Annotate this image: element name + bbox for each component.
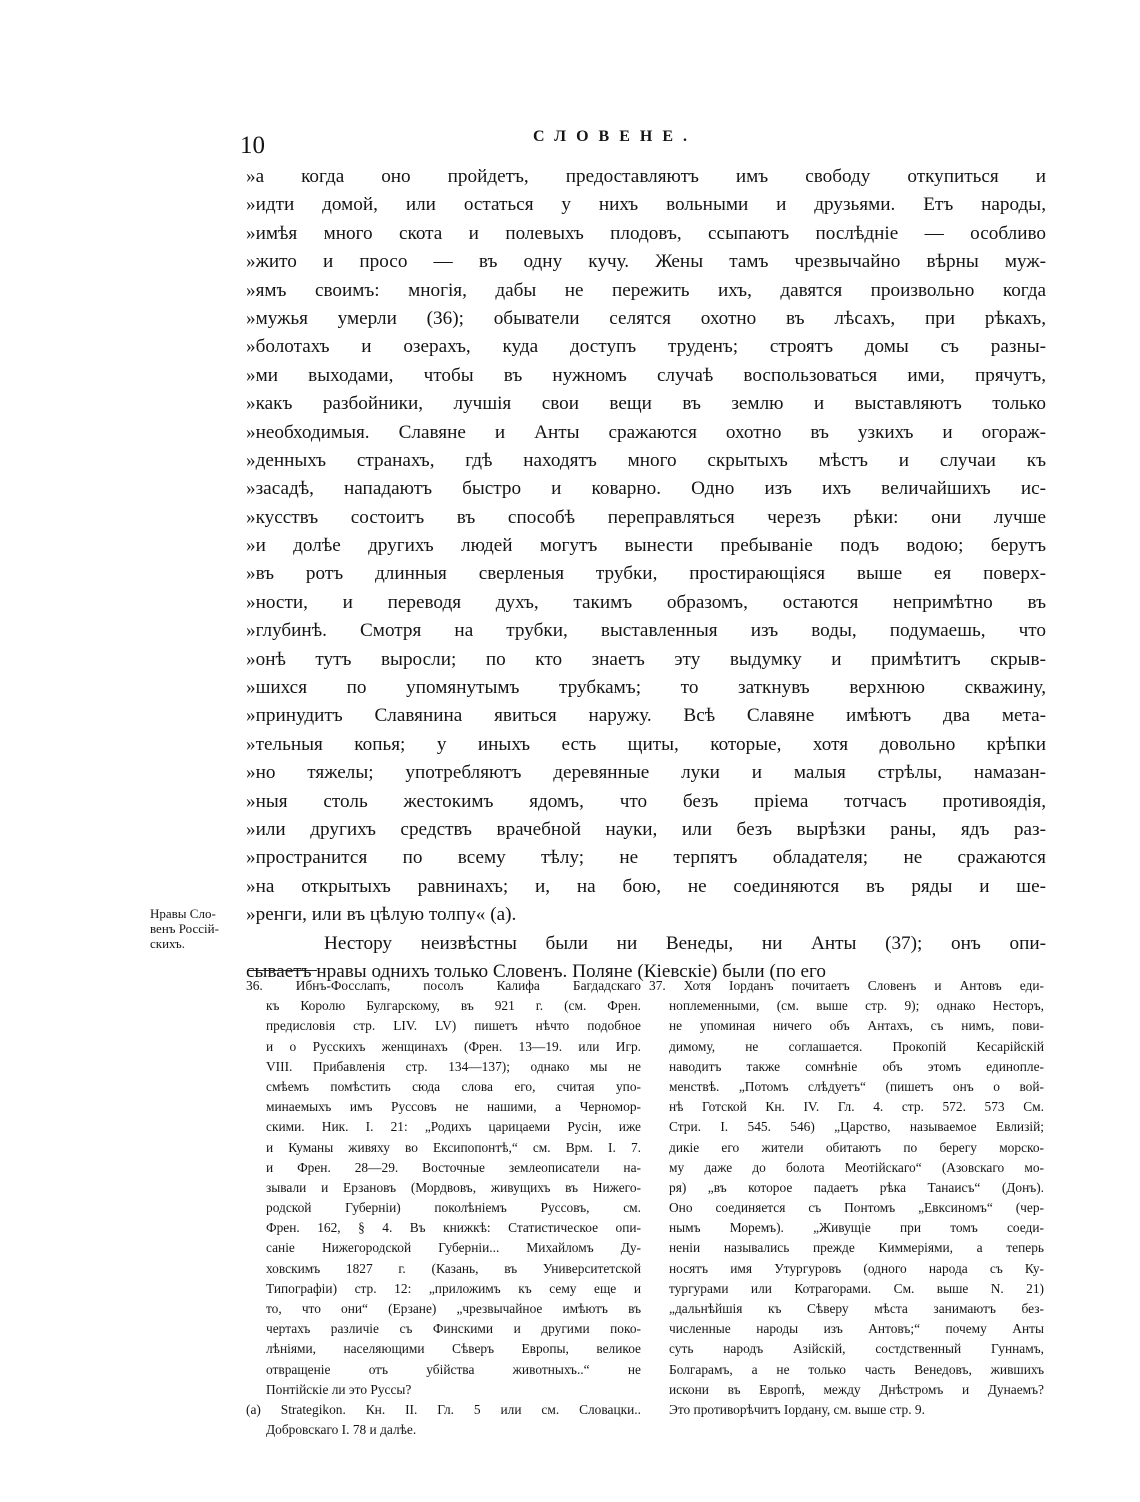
body-line: »мужья умерли (36); обыватели селятся охотно въ лѣсахъ, при рѣкахъ, — [246, 307, 1046, 329]
margin-note-line: венъ Россій- — [150, 921, 219, 936]
footnote-line: нѣ Готской Кн. IV. Гл. 4. стр. 572. 573 См. — [669, 1099, 1044, 1115]
footnote-line: Стри. I. 545. 546) „Царство, называемое Евлизій; — [669, 1119, 1044, 1135]
page-number: 10 — [240, 132, 265, 159]
footnote-line: Добровскаго I. 78 и далѣе. — [266, 1422, 417, 1438]
footnote-line: численные народы изъ Антовъ;“ почему Анты — [669, 1321, 1044, 1337]
body-line: »ми выходами, чтобы въ нужномъ случаѣ воспользоваться ими, прячутъ, — [246, 364, 1046, 386]
footnote-line: Френ. 162, § 4. Въ книжкѣ: Статистическое опи- — [266, 1220, 641, 1236]
footnote-line: то, что они“ (Ерзане) „чрезвычайное имѣютъ въ — [266, 1301, 641, 1316]
body-line: »ямъ своимъ: многія, дабы не пережить ихъ, давятся произвольно когда — [246, 279, 1046, 301]
footnote-line: и Френ. 28—29. Восточные землеописатели на- — [266, 1159, 641, 1175]
footnote-line: носятъ имя Утургуровъ (одного народа съ Ку- — [669, 1260, 1044, 1276]
footnote-line: скими. Ник. I. 21: „Родихъ царицаеми Русін, иже — [266, 1119, 641, 1135]
body-line: »болотахъ и озерахъ, куда доступъ труденъ; строятъ домы съ разны- — [246, 336, 1046, 358]
footnote-line: искони въ Европѣ, между Днѣстромъ и Дунаемъ? — [669, 1381, 1044, 1397]
body-line: »засадѣ, нападаютъ быстро и коварно. Одно изъ ихъ величайшихъ ис- — [246, 478, 1046, 500]
footnote-line: ноплеменными, (см. выше стр. 9); однако Несторъ, — [669, 998, 1044, 1014]
body-line: »а когда оно пройдетъ, предоставляютъ имъ свободу откупиться и — [246, 166, 1046, 187]
footnote-line: къ Королю Булгарскому, въ 921 г. (см. Френ. — [266, 998, 641, 1014]
margin-note-line: скихъ. — [150, 936, 186, 951]
footnote-line: Оно соединяется съ Понтомъ „Евксиномъ“ (чер- — [669, 1200, 1044, 1216]
footnote-line: минаемыхъ имъ Руссовъ не нашими, а Черномор- — [266, 1099, 641, 1115]
footnote-line: 36. Ибнъ-Фосслапъ, посолъ Калифа Багдадскаго — [246, 978, 641, 993]
footnote-line: неніи назывались прежде Киммеріями, а теперь — [669, 1240, 1044, 1256]
body-line: »принудитъ Славянина явиться наружу. Всѣ Славяне имѣютъ два мета- — [246, 705, 1046, 727]
footnote-line: ховскимъ 1827 г. (Казань, въ Университетской — [266, 1260, 641, 1276]
body-line: »и долѣе другихъ людей могутъ вынести пребываніе подъ водою; берутъ — [246, 535, 1046, 557]
body-line: »какъ разбойники, лучшія свои вещи въ землю и выставляютъ только — [246, 393, 1046, 415]
footnote-line: 37. Хотя Іорданъ почитаетъ Словенъ и Антовъ еди- — [649, 978, 1044, 993]
footnote-line: и Куманы живяху во Ексипопонтѣ,“ см. Врм. I. 7. — [266, 1139, 641, 1155]
body-line: »денныхъ странахъ, гдѣ находятъ много скрытыхъ мѣстъ и случаи къ — [246, 449, 1046, 471]
footnote-line: Типографіи) стр. 12: „приложимъ къ сему еще и — [266, 1280, 641, 1296]
body-line: »ныя столь жестокимъ ядомъ, что безъ пріема тотчасъ противоядія, — [246, 790, 1046, 812]
footnote-line: (a) Strategikon. Кн. II. Гл. 5 или см. Словацки.. — [246, 1401, 641, 1417]
margin-note-line: Нравы Сло- — [150, 906, 216, 921]
footnote-line: не упоминая ничего объ Антахъ, съ нимъ, пови- — [669, 1018, 1044, 1034]
footnote-line: Болгарамъ, а не только часть Венедовъ, жившихъ — [669, 1361, 1044, 1377]
running-title: СЛОВЕНЕ. — [533, 128, 697, 145]
body-line: »на открытыхъ равнинахъ; и, на бою, не соединяются въ ряды и ше- — [246, 875, 1046, 897]
body-line: »ренги, или въ цѣлую толпу« (a). — [246, 904, 517, 926]
footnote-line: ря) „въ которое падаетъ рѣка Танаисъ“ (Донъ). — [669, 1179, 1044, 1195]
footnote-line: суть народъ Азійскій, состдственный Гуннамъ, — [669, 1341, 1044, 1357]
body-line: »въ ротъ длинныя сверленыя трубки, простирающіяся выше ея поверх- — [246, 563, 1046, 585]
footnote-rule — [247, 970, 317, 971]
body-line: »пространится по всему тѣлу; не терпятъ обладателя; не сражаются — [246, 847, 1046, 869]
footnote-line: нымъ Моремъ). „Живущіе при томъ соеди- — [669, 1220, 1044, 1236]
footnote-line: наводитъ также сомнѣніе объ этомъ единопле- — [669, 1058, 1044, 1074]
body-line: сываетъ нравы однихъ только Словенъ. Поляне (Кіевскіе) были (по его — [246, 960, 827, 982]
main-text — [246, 163, 1046, 986]
footnote-line: Понтійскіе ли это Руссы? — [266, 1381, 412, 1397]
footnote-line: отвращеніе отъ убійства животныхъ..“ не — [266, 1361, 641, 1377]
body-line: »шихся по упомянутымъ трубкамъ; то заткнувъ верхнюю скважину, — [246, 677, 1046, 699]
footnote-line: родской Губерніи) поколѣніемъ Руссовъ, см. — [266, 1200, 641, 1216]
body-line: »онѣ тутъ выросли; по кто знаетъ эту выдумку и примѣтитъ скрыв- — [246, 648, 1046, 670]
body-line: »но тяжелы; употребляютъ деревянные луки и малыя стрѣлы, намазан- — [246, 762, 1046, 784]
footnote-line: „дальнѣйшія къ Сѣверу мѣста занимаютъ без- — [669, 1301, 1044, 1316]
footnote-line: зывали и Ерзановъ (Мордвовъ, живущихъ въ Нижего- — [266, 1179, 641, 1195]
footnote-line: му даже до болота Меотійскаго“ (Азовскаго мо- — [669, 1159, 1044, 1175]
body-line: »имѣя много скота и полевыхъ плодовъ, ссыпаютъ послѣдніе — особливо — [246, 222, 1046, 244]
footnote-line: тургурами или Котрагорами. См. выше N. 21) — [669, 1280, 1044, 1296]
body-line: »ности, и переводя духъ, такимъ образомъ, остаются непримѣтно въ — [246, 591, 1046, 613]
body-line: »или другихъ средствъ врачебной науки, или безъ вырѣзки раны, ядъ раз- — [246, 818, 1046, 840]
footnote-line: смѣемъ помѣстить сюда слова его, считая упо- — [266, 1078, 641, 1094]
body-line: »жито и просо — въ одну кучу. Жены тамъ чрезвычайно вѣрны муж- — [246, 251, 1046, 273]
body-line: »необходимыя. Славяне и Анты сражаются охотно въ узкихъ и огораж- — [246, 421, 1046, 443]
footnote-line: димому, не соглашается. Прокопій Кесарійскій — [669, 1038, 1044, 1054]
footnote-line: менствѣ. „Потомъ слѣдуетъ“ (пишетъ онъ о вой- — [669, 1078, 1044, 1094]
body-line: »глубинѣ. Смотря на трубки, выставленныя изъ воды, подумаешь, что — [246, 620, 1046, 642]
footnote-line: лѣніями, населяющими Сѣверъ Европы, великое — [266, 1341, 641, 1357]
footnote-line: предисловія стр. LIV. LV) пишетъ нѣчто подобное — [266, 1018, 641, 1034]
footnotes-left-column — [246, 976, 641, 1440]
footnote-line: дикіе его жители обитаютъ по берегу морско- — [669, 1139, 1044, 1155]
footnote-line: и о Русскихъ женщинахъ (Френ. 13—19. или Игр. — [266, 1038, 641, 1054]
body-line: »идти домой, или остаться у нихъ вольными и друзьями. Етъ народы, — [246, 194, 1046, 216]
footnote-line: VIII. Прибавленія стр. 134—137); однако мы не — [266, 1058, 641, 1074]
body-line: »тельныя копья; у иныхъ есть щиты, которые, хотя довольно крѣпки — [246, 733, 1046, 755]
footnote-line: саніе Нижегородской Губерніи... Михайломъ Ду- — [266, 1240, 641, 1256]
footnote-line: Это противорѣчитъ Іордану, см. выше стр. 9. — [669, 1401, 925, 1417]
footnotes-right-column — [649, 976, 1044, 1420]
body-line: »кусствъ состоитъ въ способѣ переправляться черезъ рѣки: они лучше — [246, 506, 1046, 528]
footnote-line: чертахъ различіе съ Финскими и другими поко- — [266, 1321, 641, 1337]
margin-note — [150, 906, 245, 951]
body-line: Нестору неизвѣстны были ни Венеды, ни Анты (37); онъ опи- — [324, 932, 1046, 954]
